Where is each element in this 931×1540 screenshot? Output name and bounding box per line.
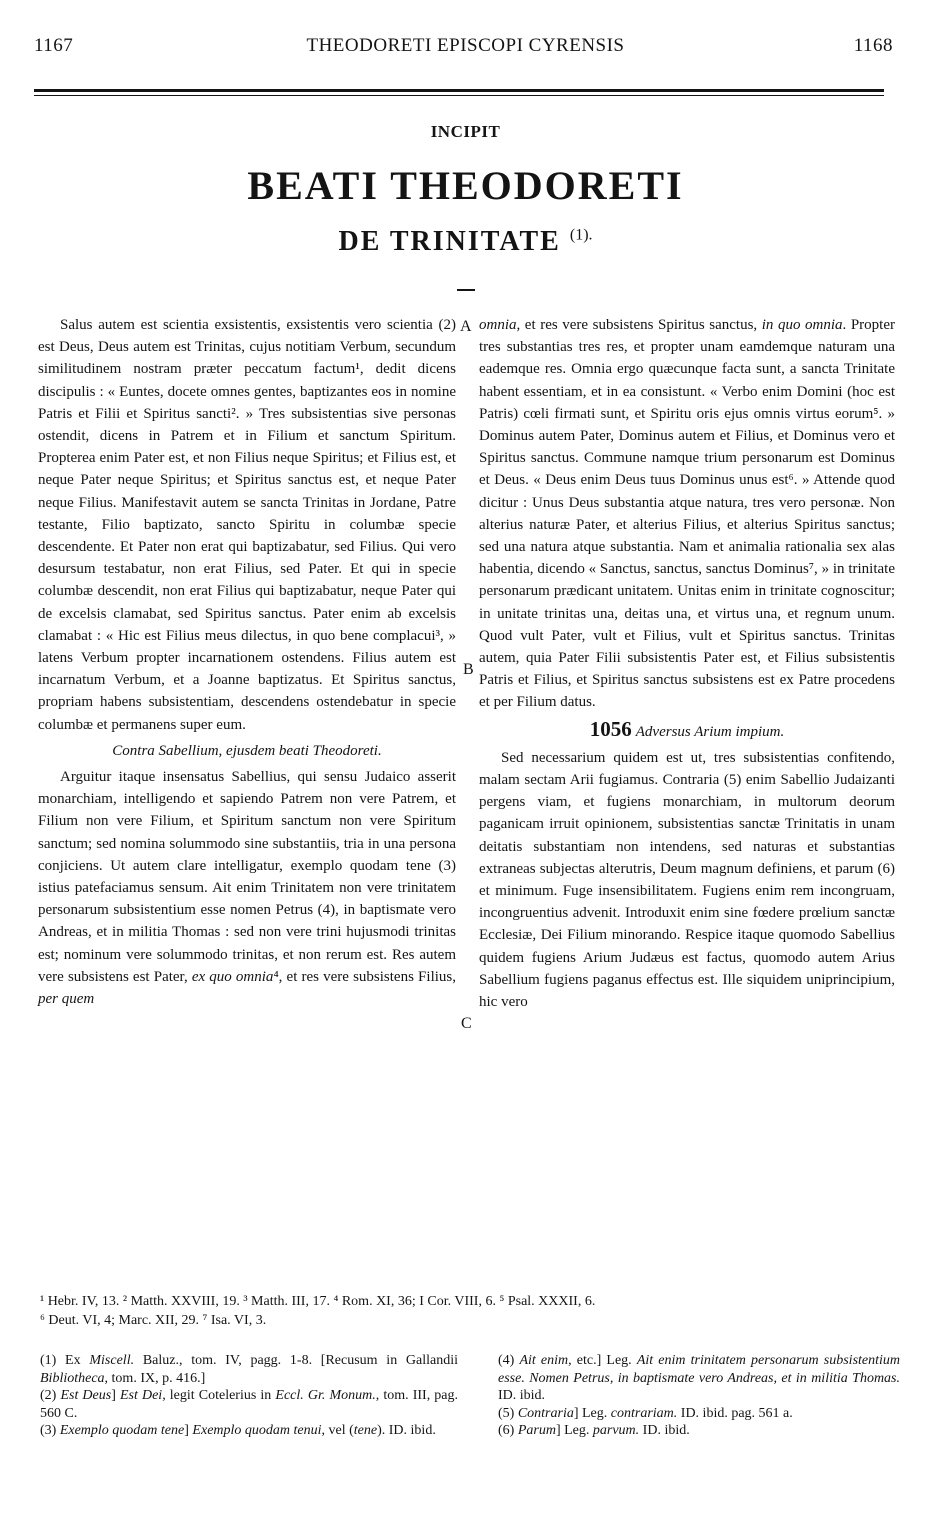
footnote-3-number: (3) (40, 1423, 57, 1438)
sub-title-text: DE TRINITATE (338, 226, 561, 257)
right-paragraph-1 (479, 314, 895, 714)
running-head: THEODORETI EPISCOPI CYRENSIS (306, 35, 625, 56)
footnote-2-italic-3: Eccl. Gr. Monum. (275, 1388, 376, 1403)
scripture-ref-line-2: ⁶ Deut. VI, 4; Marc. XII, 29. ⁷ Isa. VI, 3. (40, 1313, 267, 1328)
footnote-4-italic-2: Ait enim trinitatem personarum subsistentium esse. Nomen Petrus, in baptismate vero Andreas, et in militia Thomas. (498, 1353, 901, 1386)
page-number-left: 1167 (34, 35, 74, 56)
footnote-2-italic-2: Est Dei (119, 1388, 163, 1403)
margin-marker-c: C (461, 1015, 472, 1032)
footnote-1 (40, 1352, 458, 1387)
footnote-1-number: (1) Ex (40, 1353, 81, 1368)
footnotes-right (498, 1352, 900, 1440)
scripture-ref-line-1: ¹ Hebr. IV, 13. ² Matth. XXVIII, 19. ³ Matth. III, 17. ⁴ Rom. XI, 36; I Cor. VIII, 6. ⁵ Psal. XXXII, 6. (40, 1294, 596, 1309)
left-column (38, 314, 456, 1010)
margin-marker-b: B (463, 661, 474, 678)
footnote-4-number: (4) (498, 1353, 515, 1368)
footnote-4-italic: Ait enim (519, 1353, 569, 1368)
right-section-title: Adversus Arium impium. (635, 723, 785, 740)
footnote-3-text-c: ). ID. ibid. (377, 1423, 436, 1438)
footnote-5-text-a: ] Leg. (573, 1405, 608, 1421)
footnote-2-number: (2) (40, 1388, 57, 1403)
right-section-heading (479, 718, 895, 743)
right-para1-text-b: . Propter tres substantias tres res, et propter unam eamdemque naturam una eademque res. Omnia ergo quæcunque facta sunt, a sancta Trinitate habent essentiam, et in ea consistunt. « Verbo enim Domini (hoc est Patris) cœli firmati sunt, et Spiritu oris ejus omnis virtus eorum⁵. » Dominus autem Pater, Dominus autem et Filius, et Dominus vero et Spiritus sanctus. Commune namque trium personarum est Dominus et Deus. « Deus enim Deus tuus Dominus unus est⁶. » Attende quod dicitur : Unus Deus substantia atque natura, tres vero personæ. Non alterius naturæ Pater, et alterius Filius, et alterius Spiritus sanctus; sed una natura atque substantia. Nam et animalia rationalia sex alas habentia, dicendo « Sanctus, sanctus, sanctus Dominus⁷, » in trinitate personarum prædicant unitatem. Unitas enim in trinitate cognoscitur; in unitate trinitas una, deitas una, et virtus una, et regnum unum. Quod vult Pater, vult et Filius, vult et Spiritus sanctus. Trinitas autem, quia Pater Filii subsistentis Pater est, et Filius subsistentis Patris et Filius, et Spiritus sanctus subsistens est ex Patre procedens et per Filium datus. (479, 317, 895, 711)
title-dash (457, 289, 475, 291)
footnote-6-italic: Parum (517, 1423, 556, 1438)
sub-title (0, 226, 931, 258)
footnote-3-italic-3: tene (353, 1423, 378, 1438)
footnote-2-text-c: , tom. III, pag. 560 C. (40, 1388, 459, 1421)
page-number-right: 1168 (853, 35, 893, 56)
footnote-2-text-b: , legit Cotelerius in (162, 1388, 272, 1403)
right-para1-text-a: , et res vere subsistens Spiritus sanctus, (516, 317, 758, 333)
footnote-3-text-b: , vel ( (321, 1423, 354, 1438)
sub-title-note-ref: (1). (569, 226, 593, 244)
footnote-5-italic-2: contrariam. (610, 1405, 678, 1421)
footnote-3-italic-2: Exemplo quodam tenui (192, 1423, 322, 1438)
right-paragraph-2: Sed necessarium quidem est ut, tres subsistentias confitendo, malam sectam Arii fugiamus. Contraria (5) enim Sabellio Judaizanti pergens viam, et fugiens monarchiam, in multorum deorum paganicam irruit opinionem, subsistentias sanctæ Trinitatis in unam deitatis substantiam non intendens, sed naturas et substantias extraneas subjectas alterutris, Deum magnum definiens, et parum (6) et minimum. Fuge insensibilitatem. Fugiens enim rem incongruam, incongruentius advenit. Introduxit enim sine fœdere prœlium sanctæ Ecclesiæ, Dei Filium minorando. Respice itaque quomodo Sabellius quidem fugiens Arium Judæus est factus, quomodo autem Arius Sabellium fugiens paganus effectus est. Ille siquidem uniprincipium, hic vero (479, 749, 895, 1011)
footnote-6-text-a: ] Leg. (555, 1423, 590, 1438)
footnote-5 (498, 1405, 900, 1423)
right-para1-italic-1: omnia (479, 317, 517, 333)
footnote-2 (40, 1387, 458, 1422)
left-section-title: Contra Sabellium, ejusdem beati Theodoreti. (112, 742, 382, 759)
footnote-1-italic: Miscell. (89, 1353, 135, 1368)
incipit-label: INCIPIT (430, 122, 501, 141)
header-rule (34, 89, 884, 96)
scripture-references (40, 1292, 902, 1330)
footnote-4 (498, 1352, 900, 1405)
left-para2-italic-2: per quem (38, 991, 95, 1008)
left-paragraph-2 (38, 766, 456, 1010)
left-para2-text: Arguitur itaque insensatus Sabellius, qui sensu Judaico asserit monarchiam, intelligendo et sapiendo Patrem non vere Patrem, et Filium non vere Filium, et Spiritum sanctum non vere Spiritum sanctum; sed nomina solummodo sine substantiis, tria in una persona conjiciens. Ut autem clare intelligatur, exemplo quodam tene (3) istius patefaciamus sensum. Ait enim Trinitatem non vere trinitatem personarum subsistentium esse nomen Petrus (4), in baptismate vero Andreas, et in militia Thomas : sed non vere trini hujusmodi trinitas est; nominum vere solummodo trinitas, et non rerum est. Res autem vere subsistens est Pater, (38, 769, 456, 985)
footnote-1-text-b: , tom. IX, p. 416.] (104, 1370, 206, 1386)
footnote-3-bracket: ] (184, 1423, 189, 1438)
footnote-3-italic: Exemplo quodam tene (59, 1423, 185, 1438)
footnote-5-number: (5) (498, 1405, 515, 1421)
footnote-5-text-b: ID. ibid. pag. 561 a. (680, 1405, 793, 1421)
main-title: BEATI THEODORETI (247, 163, 684, 208)
footnote-3 (40, 1422, 458, 1440)
footnote-6-italic-2: parvum. (592, 1423, 640, 1438)
left-para2-mid: ⁴, et res vere subsistens Filius, (273, 968, 456, 985)
footnote-6-text-b: ID. ibid. (642, 1423, 690, 1438)
footnote-2-bracket: ] (111, 1388, 116, 1403)
footnote-2-italic: Est Deus (60, 1388, 112, 1403)
right-column (479, 314, 895, 1013)
left-para2-italic-1: ex quo omnia (191, 968, 274, 985)
footnote-4-text-b: ID. ibid. (498, 1388, 546, 1403)
right-para1-italic-2: in quo omnia (761, 317, 843, 333)
footnote-4-text-a: , etc.] Leg. (568, 1353, 632, 1368)
footnote-6-number: (6) (498, 1423, 515, 1438)
column-number: 1056 (589, 716, 632, 741)
footnote-1-italic-2: Bibliotheca (40, 1370, 105, 1386)
left-paragraph-1: Salus autem est scientia exsistentis, exsistentis vero scientia (2) est Deus, Deus autem est Trinitas, cujus notitiam Verbum, secundum similitudinem nostram præter peccatum factum¹, dedit dicens discipulis : « Euntes, docete omnes gentes, baptizantes eos in nomine Patris et Filii et Spiritus sancti². » Tres subsistentias sive personas ostendit, dicens in Patrem et in Filium et sanctum Spiritum. Propterea enim Pater est, et non Filius neque Spiritus; et Filius est, et neque Pater neque Spiritus; et Spiritus sanctus est, et neque Pater neque Filius. Manifestavit autem se sancta Trinitas in Jordane, Patre testante, Filio baptizato, sancto Spiritu in columbæ specie descendente. Et Pater non erat qui baptizabatur, sed Filius. Qui vero desursum testabatur, non erat Filius, sed Pater. Et qui in specie columbæ descendit, non erat Filius qui baptizabatur, neque Pater qui de excelsis clamabat, sed Spiritus sanctus. Pater enim ab excelsis clamabat : « Hic est Filius meus dilectus, in quo bene complacui³, » latens Verbum propter incarnationem ostendens. Filius autem est incarnatum Verbum, et a Joanne baptizatus. Et Spiritus sanctus, propriam habens subsistentiam, descendens ostendebatur in specie columbæ et permanens super eum. (38, 317, 456, 733)
footnotes-left (40, 1352, 458, 1440)
footnote-5-italic: Contraria (517, 1405, 574, 1421)
footnote-1-text-a: Baluz., tom. IV, pagg. 1-8. [Recusum in Gallandii (142, 1353, 459, 1368)
footnote-6 (498, 1422, 900, 1440)
margin-marker-a: A (460, 318, 472, 335)
